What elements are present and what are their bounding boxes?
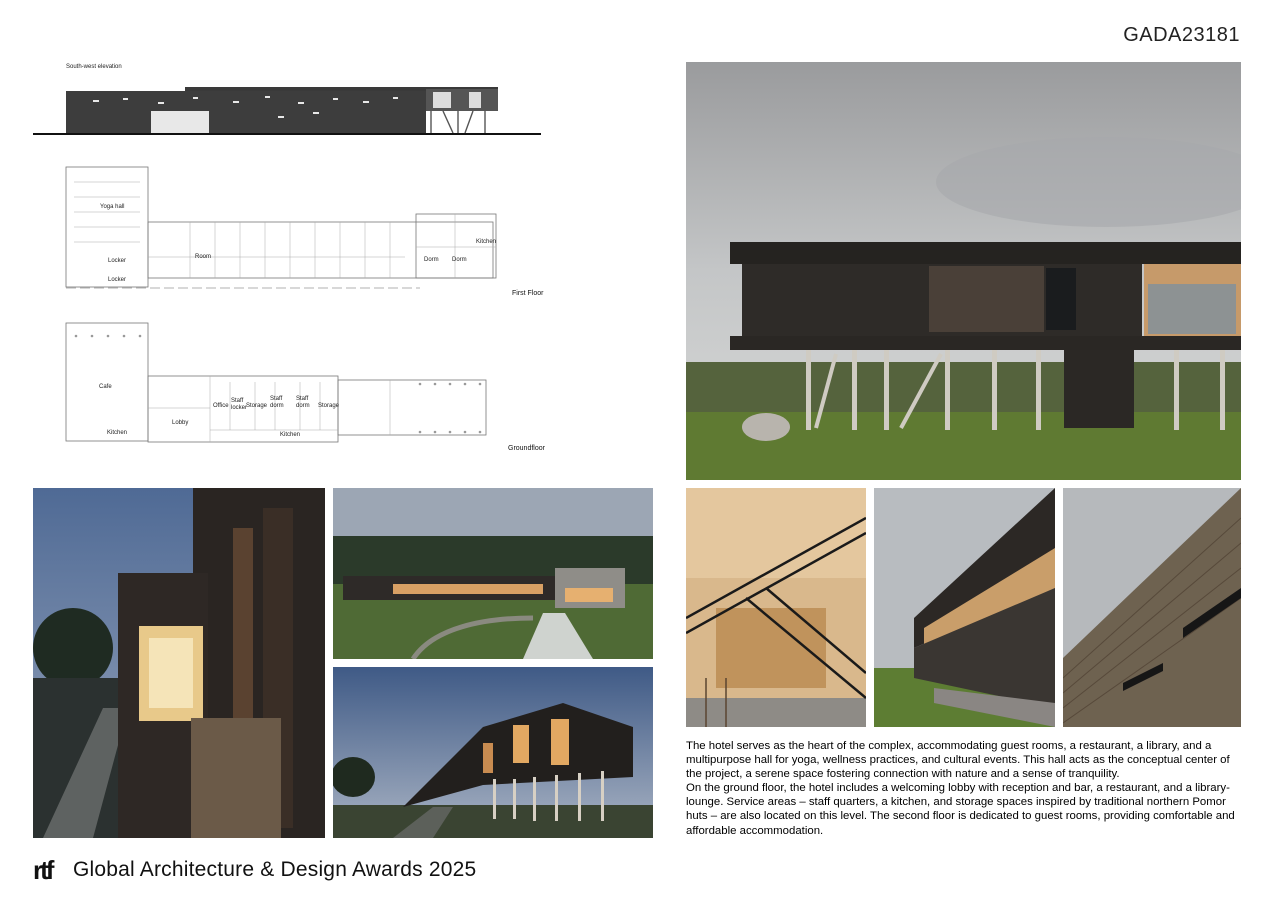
first-floor-plan [60, 162, 505, 292]
room-label: Kitchen [280, 432, 301, 438]
project-code: GADA23181 [1123, 24, 1240, 46]
room-label: Cafe [99, 384, 112, 390]
award-name: Global Architecture & Design Awards 2025 [73, 858, 477, 881]
night-corridor-photo [33, 488, 325, 838]
facade-perspective-photo [874, 488, 1055, 727]
staircase-photo [686, 488, 866, 727]
project-description [686, 739, 1246, 838]
room-label: Staff dorm [296, 396, 310, 409]
rtf-logo [33, 855, 67, 885]
elevation-drawing [33, 78, 543, 138]
svg-text:rtf: rtf [33, 855, 52, 885]
room-label: Lobby [172, 420, 189, 426]
room-label: Yoga hall [100, 204, 125, 210]
room-label: Kitchen [476, 239, 497, 245]
room-label: Dorm [452, 257, 467, 263]
room-label: Office [213, 403, 229, 409]
cladding-detail-photo [1063, 488, 1241, 727]
description-paragraph: The hotel serves as the heart of the complex, accommodating guest rooms, a restaurant, a library, and a multipurpose hall for yoga, wellness practices, and cultural events. This hall acts as the conceptual center of the project, a serene space fostering connection with nature and a sense of tranquility. [686, 740, 1230, 781]
room-label: Dorm [424, 257, 439, 263]
aerial-dusk-photo [333, 488, 653, 659]
hero-exterior-photo [686, 62, 1241, 480]
award-footer [33, 852, 476, 888]
room-label: Room [195, 254, 212, 260]
room-label: Staff locker [231, 398, 248, 411]
first-floor-caption: First Floor [512, 290, 544, 297]
elevation-label: South-west elevation [66, 64, 122, 70]
room-label: Storage [318, 403, 340, 409]
room-label: Kitchen [107, 430, 128, 436]
room-label: Locker [108, 258, 127, 264]
ground-floor-caption: Groundfloor [508, 445, 545, 452]
description-paragraph: On the ground floor, the hotel includes a welcoming lobby with reception and bar, a restaurant, and a library-lounge. Service areas – staff quarters, a kitchen, and storage spaces inspired by traditional northern Pomor huts – are also located on this level. The second floor is dedicated to guest rooms, providing comfortable and affordable accommodation. [686, 782, 1235, 837]
room-label: Staff dorm [270, 396, 284, 409]
room-label: Storage [246, 403, 268, 409]
dusk-corner-photo [333, 667, 653, 838]
room-label: Locker [108, 277, 127, 283]
